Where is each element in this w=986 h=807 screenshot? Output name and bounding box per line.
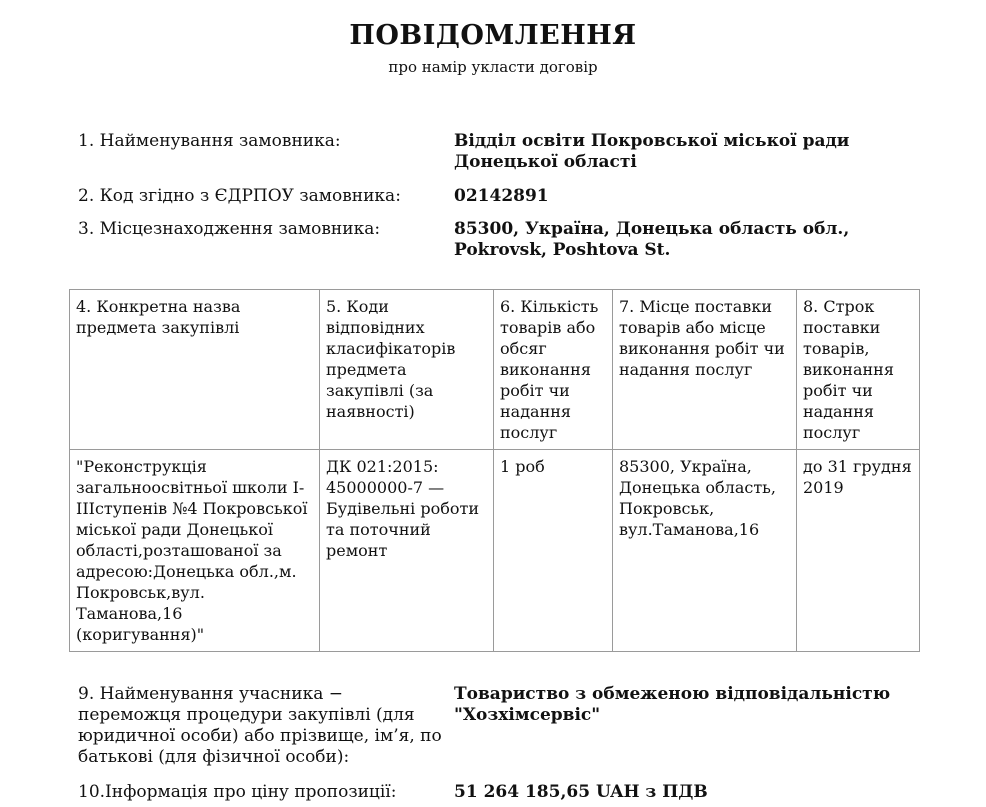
field-value: Товариство з обмеженою відповідальністю "Хозхімсервіс" <box>454 684 891 725</box>
table-header-row <box>70 290 920 450</box>
field-label: 1. Найменування замовника: <box>78 131 341 151</box>
table-cell-subject: "Реконструкція загальноосвітньої школи І-ІІІступенів №4 Покровської міської ради Донецької області,розташованої за адресою:Донецька обл.,м. Покровськ,вул. Таманова,16 (коригування)" <box>70 450 320 652</box>
field-label: 9. Найменування учасника − переможця процедури закупівлі (для юридичної особи) або прізвище, ім’я, по батькові (для фізичної особи): <box>78 684 442 767</box>
field-value: Відділ освіти Покровської міської ради Донецької області <box>454 131 850 172</box>
document-title: ПОВІДОМЛЕННЯ <box>349 20 637 51</box>
table-cell-codes: ДК 021:2015: 45000000-7 — Будівельні роботи та поточний ремонт <box>320 450 494 652</box>
table-header-cell: 7. Місце поставки товарів або місце виконання робіт чи надання послуг <box>613 290 797 450</box>
table-header-cell: 6. Кількість товарів або обсяг виконання робіт чи надання послуг <box>494 290 613 450</box>
field-value: 02142891 <box>454 186 549 206</box>
field-label: 2. Код згідно з ЄДРПОУ замовника: <box>78 186 401 206</box>
table-cell-place: 85300, Україна, Донецька область, Покровськ, вул.Таманова,16 <box>613 450 797 652</box>
table-header-cell: 4. Конкретна назва предмета закупівлі <box>70 290 320 450</box>
table-header-cell: 8. Строк поставки товарів, виконання робіт чи надання послуг <box>797 290 920 450</box>
field-label: 10.Інформація про ціну пропозиції: <box>78 782 397 802</box>
field-label: 3. Місцезнаходження замовника: <box>78 219 381 239</box>
table-cell-term: до 31 грудня 2019 <box>797 450 920 652</box>
table-cell-quantity: 1 роб <box>494 450 613 652</box>
table-row <box>70 450 920 652</box>
procurement-table <box>69 289 920 652</box>
document-subtitle: про намір укласти договір <box>388 58 598 76</box>
field-value: 51 264 185,65 UAH з ПДВ <box>454 782 708 802</box>
field-value: 85300, Україна, Донецька область обл., Pokrovsk, Poshtova St. <box>454 219 850 260</box>
table-header-cell: 5. Коди відповідних класифікаторів предмета закупівлі (за наявності) <box>320 290 494 450</box>
